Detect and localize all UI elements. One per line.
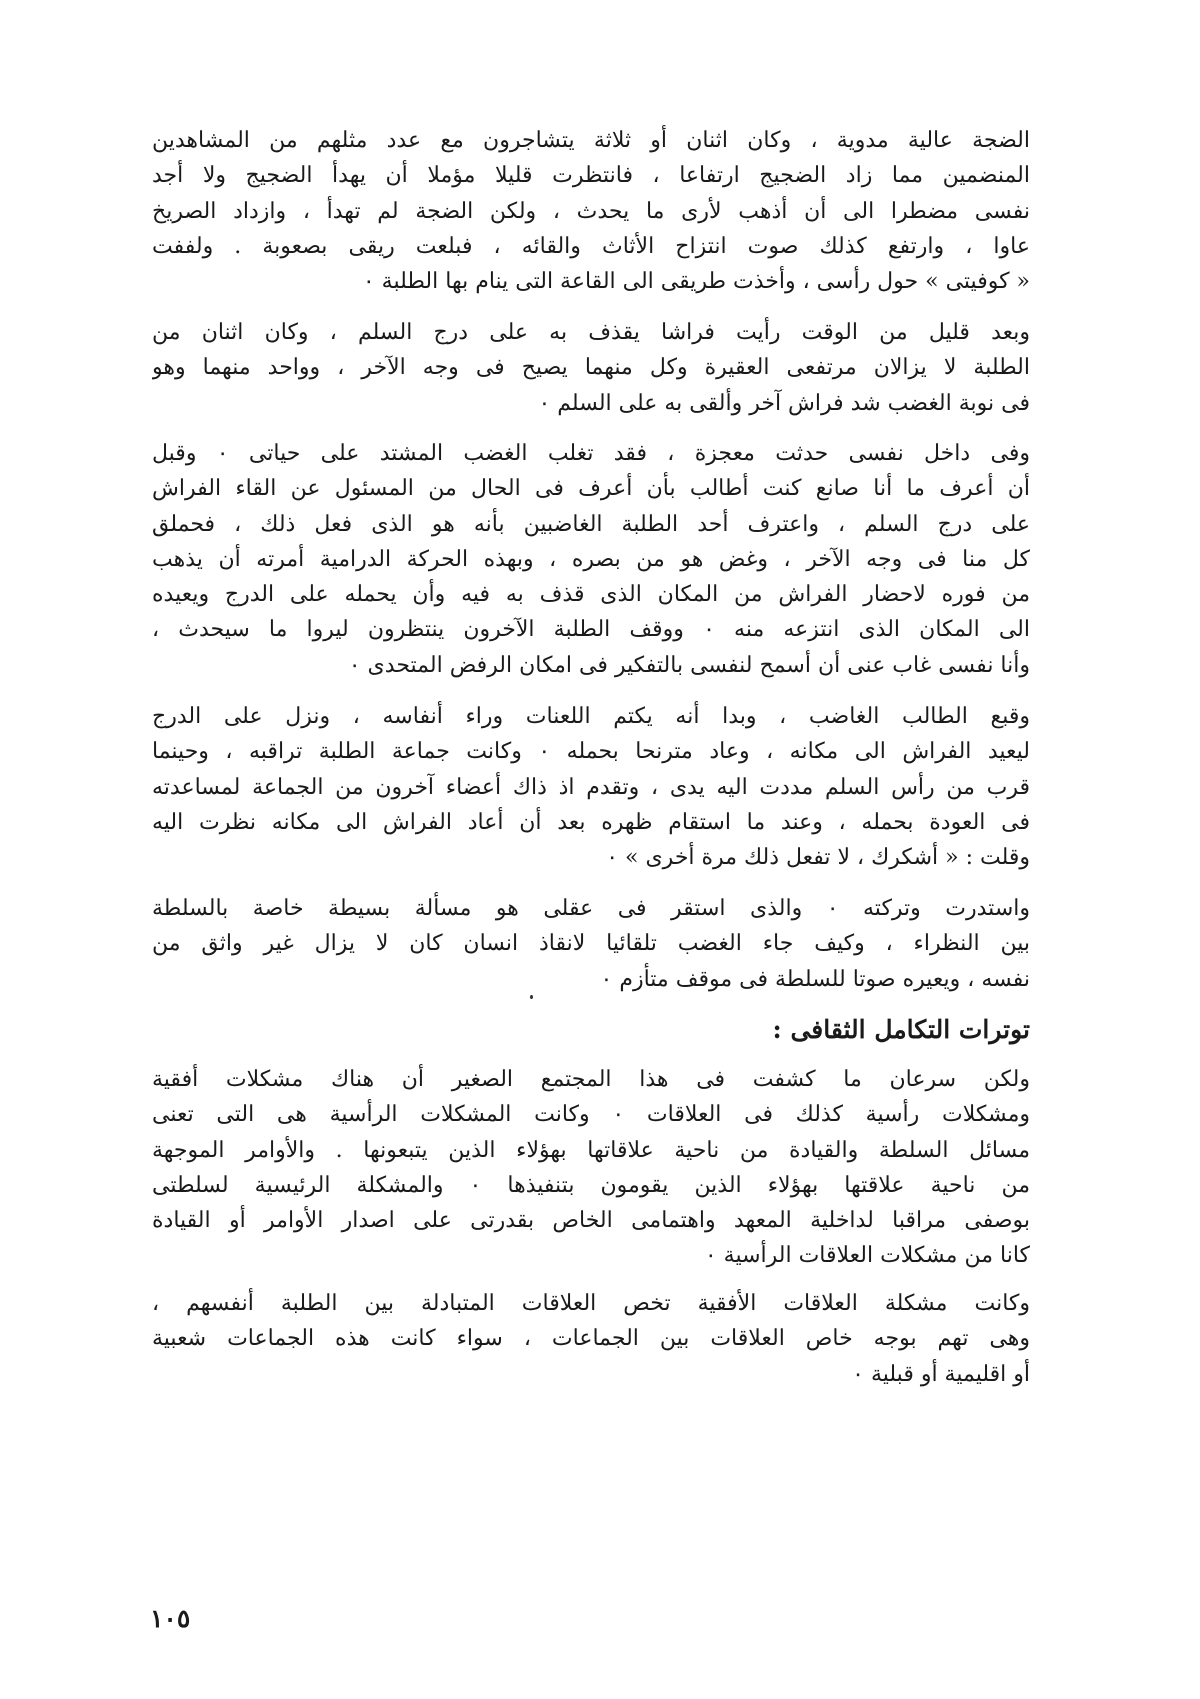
text-line: وفى داخل نفسى حدثت معجزة ، فقد تغلب الغضب المشتد على حياتى ٠ وقبل	[152, 441, 1030, 466]
text-line: وأنا نفسى غاب عنى أن أسمح لنفسى بالتفكير فى امكان الرفض المتحدى ٠	[348, 652, 1030, 678]
section-paragraph-1	[152, 1062, 1030, 1274]
text-line: قرب من رأس السلم مددت اليه يدى ، وتقدم اذ ذاك أعضاء آخرون من الجماعة لمساعدته	[152, 774, 1030, 800]
text-line: بوصفى مراقبا لداخلية المعهد واهتمامى الخاص بقدرتى على اصدار الأوامر أو القيادة	[152, 1208, 1030, 1234]
text-line: عاوا ، وارتفع كذلك صوت انتزاح الأثاث والقائه ، فبلعت ريقى بصعوبة . ولففت	[152, 233, 1030, 259]
print-speck	[530, 995, 533, 999]
paragraph-4	[152, 699, 1030, 875]
text-line: أن أعرف ما أنا صانع كنت أطالب بأن أعرف فى الحال من المسئول عن القاء الفراش	[152, 476, 1030, 502]
text-line: واستدرت وتركته ٠ والذى استقر فى عقلى هو مسألة بسيطة خاصة بالسلطة	[152, 896, 1030, 921]
section-heading: توترات التكامل الثقافى :	[772, 1015, 1030, 1044]
text-line: من ناحية علاقتها بهؤلاء الذين يقومون بتنفيذها ٠ والمشكلة الرئيسية لسلطتى	[152, 1172, 1030, 1198]
text-line: الضجة عالية مدوية ، وكان اثنان أو ثلاثة يتشاجرون مع عدد مثلهم من المشاهدين	[152, 128, 1030, 153]
text-line: وقلت : « أشكرك ، لا تفعل ذلك مرة أخرى » ٠	[606, 845, 1030, 871]
text-line: أو اقليمية أو قبلية ٠	[852, 1361, 1030, 1387]
paragraph-5	[152, 891, 1030, 997]
text-line: وبعد قليل من الوقت رأيت فراشا يقذف به على درج السلم ، وكان اثنان من	[152, 320, 1030, 345]
text-line: ومشكلات رأسية كذلك فى العلاقات ٠ وكانت المشكلات الرأسية هى التى تعنى	[152, 1102, 1030, 1128]
text-line: على درج السلم ، واعترف أحد الطلبة الغاضبين بأنه هو الذى فعل ذلك ، فحملق	[152, 511, 1030, 537]
page-number: ١٠٥	[150, 1604, 191, 1633]
text-line: الطلبة لا يزالان مرتفعى العقيرة وكل منهما يصيح فى وجه الآخر ، وواحد منهما وهو	[152, 355, 1030, 381]
text-line: نفسى مضطرا الى أن أذهب لأرى ما يحدث ، ولكن الضجة لم تهدأ ، وازداد الصريخ	[152, 198, 1030, 224]
text-line: كل منا فى وجه الآخر ، وغض هو من بصره ، وبهذه الحركة الدرامية أمرته أن يذهب	[152, 546, 1030, 572]
text-line: نفسه ، ويعيره صوتا للسلطة فى موقف متأزم ٠	[600, 966, 1030, 992]
text-line: الى المكان الذى انتزعه منه ٠ ووقف الطلبة الآخرون ينتظرون ليروا ما سيحدث ،	[152, 617, 1030, 643]
text-line: فى العودة بحمله ، وعند ما استقام ظهره بعد أن أعاد الفراش الى مكانه نظرت اليه	[152, 809, 1030, 835]
paragraph-1	[152, 123, 1030, 299]
section-paragraph-2	[152, 1286, 1030, 1392]
text-line: ليعيد الفراش الى مكانه ، وعاد مترنحا بحمله ٠ وكانت جماعة الطلبة تراقبه ، وحينما	[152, 739, 1030, 765]
text-line: كانا من مشكلات العلاقات الرأسية ٠	[704, 1243, 1030, 1269]
text-line: ولكن سرعان ما كشفت فى هذا المجتمع الصغير أن هناك مشكلات أفقية	[152, 1067, 1030, 1092]
text-line: « كوفيتى » حول رأسى ، وأخذت طريقى الى القاعة التى ينام بها الطلبة ٠	[362, 269, 1030, 295]
text-line: من فوره لاحضار الفراش من المكان الذى قذف به فيه وأن يحمله على الدرج ويعيده	[152, 582, 1030, 608]
text-line: فى نوبة الغضب شد فراش آخر وألقى به على السلم ٠	[538, 390, 1030, 416]
text-line: بين النظراء ، وكيف جاء الغضب تلقائيا لانقاذ انسان كان لا يزال غير واثق من	[152, 931, 1030, 957]
text-line: المنضمين مما زاد الضجيج ارتفاعا ، فانتظرت قليلا مؤملا أن يهدأ الضجيج ولا أجد	[152, 163, 1030, 189]
text-line: وكانت مشكلة العلاقات الأفقية تخص العلاقات المتبادلة بين الطلبة أنفسهم ،	[152, 1291, 1030, 1316]
text-line: وهى تهم بوجه خاص العلاقات بين الجماعات ، سواء كانت هذه الجماعات شعبية	[152, 1326, 1030, 1352]
paragraph-3	[152, 436, 1030, 683]
text-line: وقبع الطالب الغاضب ، وبدا أنه يكتم اللعنات وراء أنفاسه ، ونزل على الدرج	[152, 704, 1030, 729]
text-line: مسائل السلطة والقيادة من ناحية علاقاتها بهؤلاء الذين يتبعونها . والأوامر الموجهة	[152, 1137, 1030, 1163]
paragraph-2	[152, 315, 1030, 421]
